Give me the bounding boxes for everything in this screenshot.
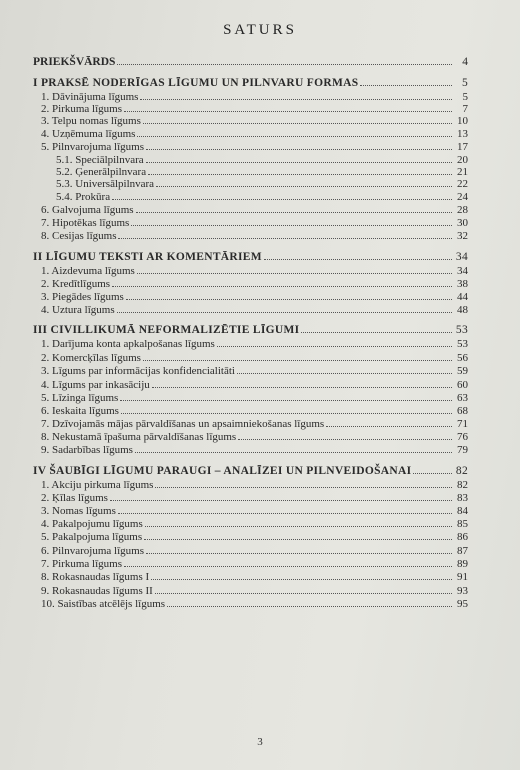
toc-entry-label: PRIEKŠVĀRDS — [33, 56, 116, 68]
toc-entry-page: 34 — [455, 251, 468, 263]
toc-entry-label: 6. Pilnvarojuma līgums — [41, 545, 144, 557]
toc-entry-page: 87 — [457, 545, 468, 557]
toc-entry-label: II LĪGUMU TEKSTI AR KOMENTĀRIEM — [33, 251, 262, 263]
toc-entry-label: 7. Dzīvojamās mājas pārvaldīšanas un apsaimniekošanas līgums — [41, 418, 325, 430]
toc-entry-page: 5 — [461, 77, 468, 89]
dot-leader — [156, 186, 452, 187]
page-title: SATURS — [223, 22, 297, 38]
dot-leader — [148, 174, 452, 175]
toc-entry-page: 63 — [457, 392, 468, 404]
toc-entry-label: 7. Hipotēkas līgums — [41, 217, 130, 229]
toc-entry-page: 59 — [457, 365, 468, 377]
toc-entry-label: 8. Rokasnaudas līgums I — [41, 571, 150, 583]
toc-entry-label: 4. Pakalpojumu līgums — [41, 518, 143, 530]
dot-leader — [146, 162, 452, 163]
toc-entry-label: 5. Pakalpojuma līgums — [41, 531, 143, 543]
toc-entry — [41, 303, 468, 317]
toc-entry-label: 1. Darījuma konta apkalpošanas līgums — [41, 338, 215, 350]
toc-entry-page: 17 — [457, 141, 468, 153]
toc-entry — [41, 290, 468, 304]
toc-entry-label: 3. Nomas līgums — [41, 505, 116, 517]
dot-leader — [126, 299, 452, 300]
toc-entry-label: 5. Līzinga līgums — [41, 392, 119, 404]
dot-leader — [413, 473, 452, 474]
toc-entry-label: I PRAKSĒ NODERĪGAS LĪGUMU UN PILNVARU FORMAS — [33, 77, 359, 89]
toc-part-heading — [33, 323, 468, 337]
toc-entry-page: 71 — [457, 418, 468, 430]
dot-leader — [118, 513, 452, 514]
toc-entry-label: 5.1. Speciālpilnvara — [56, 154, 144, 166]
toc-entry-page: 34 — [457, 265, 468, 277]
toc-entry — [41, 557, 468, 571]
dot-leader — [238, 439, 452, 440]
dot-leader — [301, 332, 452, 333]
toc-entry — [41, 404, 468, 418]
toc-entry — [41, 364, 468, 378]
dot-leader — [144, 539, 452, 540]
toc-entry-page: 76 — [457, 431, 468, 443]
toc-entry-page: 13 — [457, 128, 468, 140]
toc-entry-label: 3. Līgums par informācijas konfidencialitāti — [41, 365, 235, 377]
toc-entry-page: 7 — [462, 103, 468, 115]
toc-entry-page: 4 — [462, 56, 468, 68]
toc-entry-page: 53 — [457, 338, 468, 350]
toc-entry-label: 8. Cesijas līgums — [41, 230, 117, 242]
dot-leader — [151, 579, 452, 580]
dot-leader — [237, 373, 452, 374]
toc-entry-page: 82 — [457, 479, 468, 491]
toc-entry-label: 3. Telpu nomas līgums — [41, 115, 141, 127]
toc-entry — [41, 127, 468, 141]
dot-leader — [360, 85, 452, 86]
dot-leader — [121, 413, 452, 414]
toc-entry-page: 68 — [457, 405, 468, 417]
toc-entry — [41, 491, 468, 505]
dot-leader — [136, 212, 452, 213]
toc-entry-page: 30 — [457, 217, 468, 229]
dot-leader — [124, 111, 452, 112]
toc-entry-label: 3. Piegādes līgums — [41, 291, 124, 303]
dot-leader — [155, 487, 452, 488]
toc-entry-label: 1. Dāvinājuma līgums — [41, 91, 139, 103]
toc-entry — [41, 530, 468, 544]
toc-entry-page: 60 — [457, 379, 468, 391]
toc-entry-page: 22 — [457, 178, 468, 190]
toc-entry-label: 4. Uzņēmuma līgums — [41, 128, 136, 140]
dot-leader — [137, 273, 452, 274]
toc-entry-page: 20 — [457, 154, 468, 166]
toc-entry-page: 89 — [457, 558, 468, 570]
toc-entry-page: 24 — [457, 191, 468, 203]
toc-entry-label: IV ŠAUBĪGI LĪGUMU PARAUGI – ANALĪZEI UN PILNVEIDOŠANAI — [33, 465, 412, 477]
toc-entry — [41, 570, 468, 584]
dot-leader — [217, 346, 452, 347]
toc-entry-page: 48 — [457, 304, 468, 316]
toc-subentry — [56, 190, 468, 204]
dot-leader — [135, 452, 452, 453]
toc-entry — [41, 337, 468, 351]
toc-entry — [41, 504, 468, 518]
toc-entry-page: 82 — [455, 465, 468, 477]
dot-leader — [140, 99, 452, 100]
dot-leader — [264, 259, 452, 260]
dot-leader — [155, 593, 452, 594]
dot-leader — [124, 566, 452, 567]
toc-entry-page: 5 — [462, 91, 468, 103]
dot-leader — [120, 400, 452, 401]
toc-entry-page: 21 — [457, 166, 468, 178]
dot-leader — [326, 426, 452, 427]
dot-leader — [145, 526, 452, 527]
toc-entry-label: 4. Līgums par inkasāciju — [41, 379, 150, 391]
toc-entry-page: 53 — [455, 324, 468, 336]
toc-part-heading — [33, 250, 468, 264]
toc-entry — [41, 203, 468, 217]
toc-entry-label: 10. Saistības atcēlējs līgums — [41, 598, 166, 610]
dot-leader — [118, 238, 452, 239]
dot-leader — [117, 64, 452, 65]
toc-entry-label: 5.4. Prokūra — [56, 191, 111, 203]
toc-entry-page: 91 — [457, 571, 468, 583]
dot-leader — [112, 199, 452, 200]
toc-entry — [41, 378, 468, 392]
toc-entry-label: 9. Rokasnaudas līgums II — [41, 585, 153, 597]
toc-entry-page: 79 — [457, 444, 468, 456]
dot-leader — [146, 553, 452, 554]
toc-entry-page: 44 — [457, 291, 468, 303]
toc-entry — [41, 351, 468, 365]
toc-entry-page: 10 — [457, 115, 468, 127]
toc-entry-page: 83 — [457, 492, 468, 504]
toc-entry — [41, 391, 468, 405]
toc-entry-label: 2. Pirkuma līgums — [41, 103, 122, 115]
toc-entry-label: 5.3. Universālpilnvara — [56, 178, 155, 190]
toc-entry-label: 1. Aizdevuma līgums — [41, 265, 135, 277]
toc-entry — [41, 597, 468, 611]
toc-part-heading — [33, 464, 468, 478]
toc-entry-label: 7. Pirkuma līgums — [41, 558, 122, 570]
toc-entry — [41, 264, 468, 278]
toc-entry-page: 32 — [457, 230, 468, 242]
toc-part-heading — [33, 76, 468, 90]
dot-leader — [143, 123, 452, 124]
dot-leader — [137, 136, 452, 137]
toc-entry-label: 6. Ieskaita līgums — [41, 405, 119, 417]
toc-entry-page: 85 — [457, 518, 468, 530]
toc-entry-label: 5.2. Ģenerālpilnvara — [56, 166, 147, 178]
toc-entry — [41, 114, 468, 128]
toc-entry — [41, 417, 468, 431]
dot-leader — [143, 360, 452, 361]
toc-preface — [33, 55, 468, 69]
dot-leader — [131, 225, 452, 226]
toc-subentry — [56, 177, 468, 191]
toc-entry-label: 2. Ķīlas līgums — [41, 492, 108, 504]
dot-leader — [167, 606, 452, 607]
toc-entry — [41, 584, 468, 598]
toc-entry-page: 84 — [457, 505, 468, 517]
toc-entry-label: III CIVILLIKUMĀ NEFORMALIZĒTIE LĪGUMI — [33, 324, 300, 336]
toc-entry-page: 56 — [457, 352, 468, 364]
toc-entry — [41, 216, 468, 230]
toc-entry-page: 93 — [457, 585, 468, 597]
toc-entry-page: 95 — [457, 598, 468, 610]
dot-leader — [110, 500, 452, 501]
toc-entry-page: 86 — [457, 531, 468, 543]
toc-entry-label: 2. Komercķīlas līgums — [41, 352, 141, 364]
toc-entry-page: 28 — [457, 204, 468, 216]
toc-entry-label: 6. Galvojuma līgums — [41, 204, 134, 216]
toc-entry-label: 1. Akciju pirkuma līgums — [41, 479, 154, 491]
toc-entry — [41, 443, 468, 457]
toc-entry-label: 5. Pilnvarojuma līgums — [41, 141, 144, 153]
dot-leader — [152, 387, 452, 388]
toc-entry — [41, 140, 468, 154]
toc-entry — [41, 544, 468, 558]
toc-entry-label: 9. Sadarbības līgums — [41, 444, 133, 456]
toc-entry — [41, 478, 468, 492]
toc-entry — [41, 229, 468, 243]
toc-entry — [41, 277, 468, 291]
page-number: 3 — [257, 736, 263, 748]
dot-leader — [112, 286, 452, 287]
toc-entry-label: 4. Uztura līgums — [41, 304, 115, 316]
dot-leader — [146, 149, 452, 150]
toc-entry-page: 38 — [457, 278, 468, 290]
dot-leader — [117, 312, 452, 313]
toc-entry-label: 2. Kredītlīgums — [41, 278, 111, 290]
toc-entry-label: 8. Nekustamā īpašuma pārvaldīšanas līgums — [41, 431, 237, 443]
toc-entry — [41, 430, 468, 444]
toc-entry — [41, 517, 468, 531]
